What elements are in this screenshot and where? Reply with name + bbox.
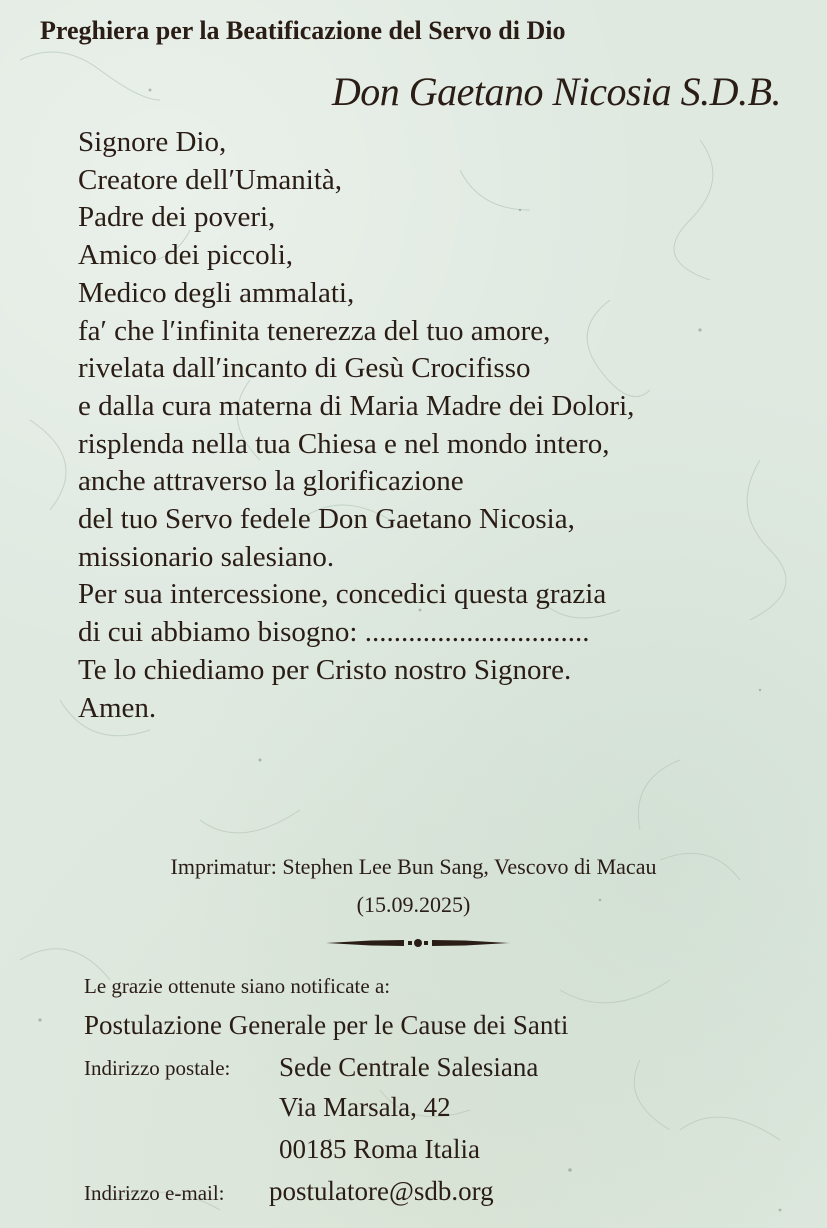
- prayer-line: Te lo chiediamo per Cristo nostro Signore.: [78, 653, 572, 686]
- prayer-text: [78, 124, 634, 727]
- prayer-line: del tuo Servo fedele Don Gaetano Nicosia,: [78, 503, 575, 536]
- email-address: postulatore@sdb.org: [269, 1176, 494, 1206]
- imprimatur: [0, 848, 827, 924]
- prayer-line: fa′ che l′infinita tenerezza del tuo amore,: [78, 314, 551, 347]
- postal-address-line: 00185 Roma Italia: [279, 1134, 480, 1164]
- prayer-title: Preghiera per la Beatificazione del Servo di Dio: [40, 16, 566, 45]
- prayer-line: Amico dei piccoli,: [78, 239, 294, 272]
- postal-address-label: Indirizzo postale:: [84, 1056, 231, 1080]
- email-label: Indirizzo e-mail:: [84, 1181, 225, 1205]
- prayer-line: Amen.: [78, 691, 157, 724]
- postulation-office: Postulazione Generale per le Cause dei Santi: [84, 1010, 569, 1040]
- prayer-line: Medico degli ammalati,: [78, 276, 355, 309]
- prayer-line: rivelata dall′incanto di Gesù Crocifisso: [78, 352, 531, 385]
- postal-address-line: Sede Centrale Salesiana: [279, 1052, 539, 1082]
- ornamental-divider-icon: [326, 935, 510, 951]
- prayer-line: missionario salesiano.: [78, 540, 335, 573]
- prayer-line: Signore Dio,: [78, 126, 227, 158]
- prayer-line: anche attraverso la glorificazione: [78, 465, 464, 498]
- notification-notice: Le grazie ottenute siano notificate a:: [84, 974, 391, 998]
- prayer-line: risplenda nella tua Chiesa e nel mondo intero,: [78, 427, 610, 460]
- prayer-line: Padre dei poveri,: [78, 201, 276, 234]
- postal-address-line: Via Marsala, 42: [279, 1092, 451, 1122]
- prayer-line: Per sua intercessione, concedici questa grazia: [78, 578, 607, 611]
- prayer-line: Creatore dell′Umanità,: [78, 163, 343, 196]
- servant-name: Don Gaetano Nicosia S.D.B.: [331, 69, 781, 114]
- prayer-line: e dalla cura materna di Maria Madre dei Dolori,: [78, 389, 635, 422]
- imprimatur-text: Imprimatur: Stephen Lee Bun Sang, Vescovo di Macau: [170, 854, 657, 879]
- prayer-line: di cui abbiamo bisogno: ...............................: [78, 616, 590, 649]
- imprimatur-date: (15.09.2025): [356, 892, 471, 917]
